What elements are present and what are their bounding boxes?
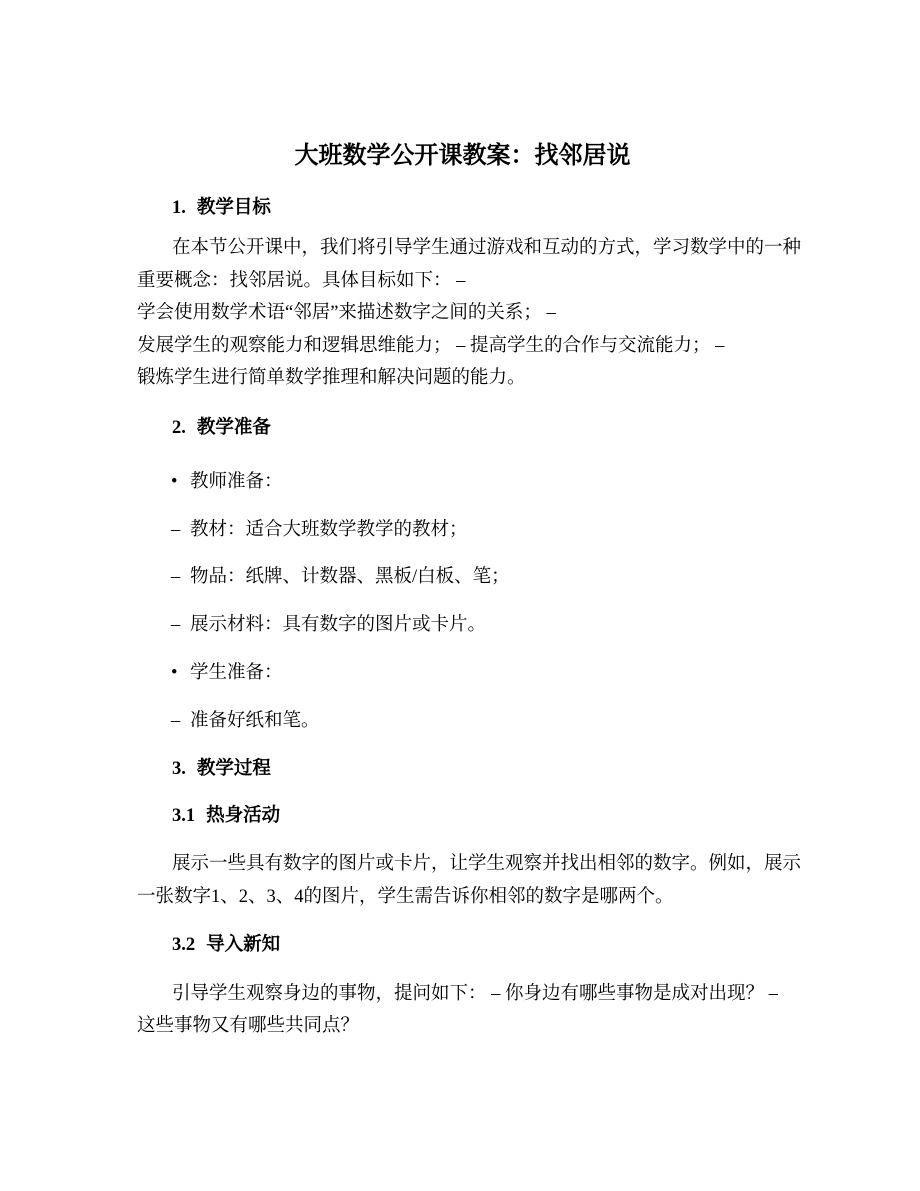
list-item: [137, 514, 788, 546]
list-item-text: 教材：适合大班数学教学的教材；: [190, 519, 468, 540]
paragraph-line: 这些事物又有哪些共同点？: [137, 1016, 360, 1037]
section-3-2-heading: [172, 929, 788, 961]
list-item: [137, 657, 788, 689]
section-1-title: 教学目标: [196, 198, 271, 218]
section-3-2-title: 导入新知: [206, 935, 281, 956]
dash-marker: –: [171, 615, 181, 636]
section-3-heading: [172, 753, 788, 785]
section-3-title: 教学过程: [196, 758, 271, 779]
paragraph-line: 重要概念：找邻居说。具体目标如下： –: [137, 270, 466, 291]
section-3-2-paragraph: [137, 978, 788, 1043]
paragraph-line: 展示一些具有数字的图片或卡片，让学生观察并找出相邻的数字。例如，展示: [172, 854, 802, 875]
section-1-heading: [172, 192, 788, 224]
list-item-text: 教师准备：: [190, 471, 283, 492]
list-item-text: 准备好纸和笔。: [190, 710, 320, 731]
bullet-marker: •: [171, 663, 178, 684]
section-3-1-heading: [172, 800, 788, 832]
section-3-1-number: 3.1: [172, 806, 196, 827]
dash-marker: –: [171, 519, 181, 540]
list-item-text: 学生准备：: [190, 663, 283, 684]
bullet-marker: •: [171, 471, 178, 492]
preparation-list: [137, 466, 788, 737]
section-3-2-number: 3.2: [172, 935, 196, 956]
list-item: [137, 561, 788, 593]
document-title: 大班数学公开课教案：找邻居说: [294, 143, 631, 169]
section-3-number: 3.: [172, 758, 186, 779]
paragraph-line: 一张数字1、2、3、4的图片，学生需告诉你相邻的数字是哪两个。: [137, 886, 674, 907]
list-item: [137, 466, 788, 498]
section-1-number: 1.: [172, 198, 186, 218]
list-item: [137, 705, 788, 737]
section-1-paragraph: [137, 232, 802, 394]
dash-marker: –: [171, 710, 181, 731]
paragraph-line: 锻炼学生进行简单数学推理和解决问题的能力。: [137, 368, 526, 389]
list-item-text: 物品：纸牌、计数器、黑板/白板、笔；: [190, 567, 510, 588]
paragraph-line: 学会使用数学术语“邻居”来描述数字之间的关系； –: [137, 303, 556, 324]
section-2-heading: [172, 412, 788, 444]
list-item-text: 展示材料：具有数字的图片或卡片。: [190, 615, 487, 636]
section-3-1-paragraph: [137, 848, 802, 913]
list-item: [137, 609, 788, 641]
section-3-1-title: 热身活动: [206, 806, 281, 827]
section-2-number: 2.: [172, 418, 186, 439]
section-2-title: 教学准备: [196, 418, 271, 439]
paragraph-line: 引导学生观察身边的事物，提问如下： – 你身边有哪些事物是成对出现？ –: [172, 983, 778, 1004]
paragraph-line: 发展学生的观察能力和逻辑思维能力； – 提高学生的合作与交流能力； –: [137, 335, 725, 356]
paragraph-line: 在本节公开课中，我们将引导学生通过游戏和互动的方式，学习数学中的一种: [172, 238, 802, 259]
dash-marker: –: [171, 567, 181, 588]
